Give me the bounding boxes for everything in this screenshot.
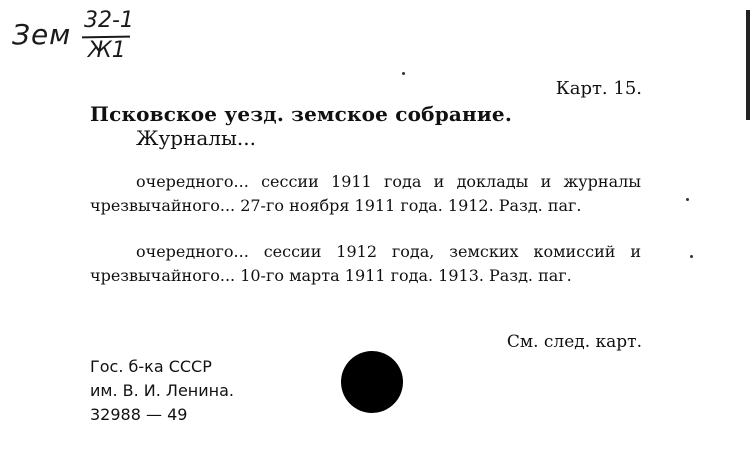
card-number: Карт. 15. [555,78,642,99]
card-subtitle: Журналы... [136,126,256,150]
handwritten-denominator: Ж1 [88,38,126,63]
see-next-card: См. след. карт. [506,332,642,352]
stamp-line-3: 32988 — 49 [90,405,188,424]
library-stamp [90,355,234,427]
stamp-line-2: им. В. И. Ленина. [90,381,235,400]
dust-speck [686,198,689,201]
card-title: Псковское уезд. земское собрание. [90,102,513,126]
entry-1-text: очередного... сессии 1911 года и доклады и журналы чрезвычайного... 27-го ноября 1911 года. 1912. Разд. паг. [90,172,641,215]
handwritten-numerator: 32-1 [84,8,134,33]
dust-speck [690,255,693,258]
entry-1 [90,170,641,218]
edge-mark [746,10,750,120]
entry-2-text: очередного... сессии 1912 года, земских комиссий и чрезвычайного... 10-го марта 1911 года. 1913. Разд. паг. [90,242,641,285]
dust-speck [402,72,405,75]
handwritten-prefix: Зем [12,18,72,51]
entry-2 [90,240,641,288]
punch-hole [341,351,403,413]
stamp-line-1: Гос. б-ка СССР [90,357,212,376]
